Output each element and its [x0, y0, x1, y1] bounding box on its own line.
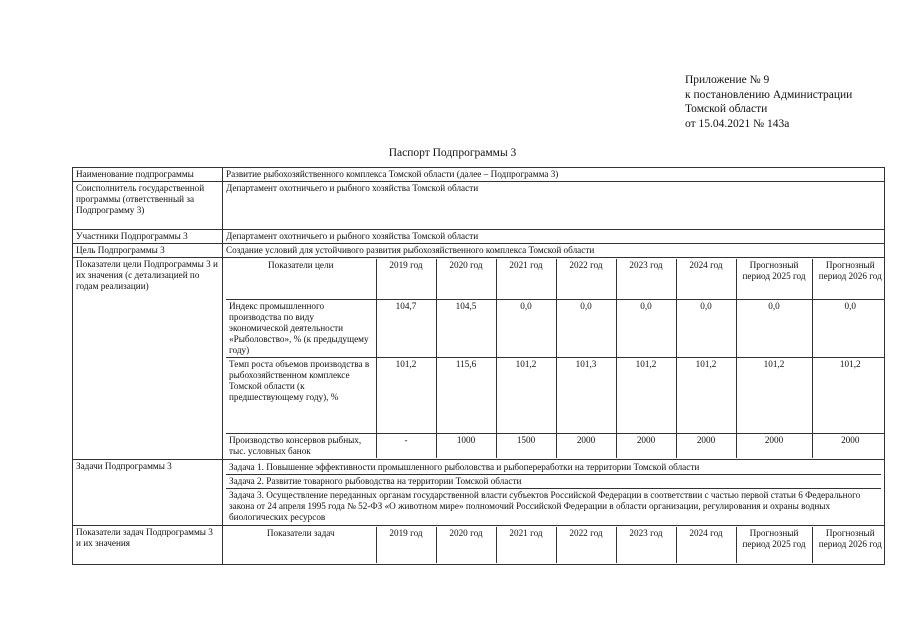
goal-header-cell: 2020 год — [436, 259, 496, 299]
indicator-value: 101,3 — [556, 357, 616, 433]
task-indicators-table — [226, 527, 885, 563]
row-task-indicators — [73, 525, 885, 564]
task-header-cell: 2020 год — [436, 527, 496, 563]
coexecutor-value: Департамент охотничьего и рыбного хозяйства Томской области — [223, 182, 885, 230]
indicator-value: 0,0 — [556, 299, 616, 357]
goal-label: Цель Подпрограммы 3 — [73, 244, 223, 258]
task-item: Задача 3. Осуществление переданных органам государственной власти субъектов Российской Федерации в соответствии с частью первой статьи 6 Федерального закона от 24 апреля 1995 года № 52-ФЗ «О животном мире» полномочий Российской Федерации в области организации, регулирования и охраны водных биологических ресурсов — [229, 489, 861, 522]
indicator-value: 101,2 — [616, 357, 676, 433]
participants-label: Участники Подпрограммы 3 — [73, 230, 223, 244]
indicator-value: 2000 — [736, 433, 812, 458]
indicator-value: 104,7 — [376, 299, 436, 357]
goal-indicators-label: Показатели цели Подпрограммы 3 и их значения (с детализацией по годам реализации) — [73, 258, 223, 460]
indicator-value: 101,2 — [676, 357, 736, 433]
appendix-block — [685, 73, 852, 131]
name-value: Развитие рыбохозяйственного комплекса Томской области (далее – Подпрограмма 3) — [223, 168, 885, 182]
indicator-name: Индекс промышленного производства по виду экономической деятельности «Рыболовство», % (к предыдущему году) — [226, 299, 376, 357]
task-header-cell: Прогнозный период 2026 год — [812, 527, 885, 563]
passport-table — [72, 167, 884, 565]
row-name — [73, 168, 885, 182]
indicator-value: 0,0 — [676, 299, 736, 357]
name-label: Наименование подпрограммы — [73, 168, 223, 182]
task-indicators-label: Показатели задач Подпрограммы 3 и их значения — [73, 525, 223, 564]
goal-header-cell: Прогнозный период 2025 год — [736, 259, 812, 299]
goal-header-cell: 2024 год — [676, 259, 736, 299]
coexecutor-label: Соисполнитель государственной программы (ответственный за Подпрограмму 3) — [73, 182, 223, 230]
indicator-name: Темп роста объемов производства в рыбохозяйственном комплексе Томской области (к предшествующему году), % — [226, 357, 376, 433]
goal-header-row — [226, 259, 885, 299]
goal-header-cell: Показатели цели — [226, 259, 376, 299]
row-goal — [73, 244, 885, 258]
goal-value: Создание условий для устойчивого развития рыбохозяйственного комплекса Томской области — [223, 244, 885, 258]
indicator-value: 101,2 — [736, 357, 812, 433]
task-header-row — [226, 527, 885, 563]
goal-indicator-row — [226, 357, 885, 433]
goal-header-cell: 2022 год — [556, 259, 616, 299]
row-goal-indicators — [73, 258, 885, 460]
goal-header-cell: 2021 год — [496, 259, 556, 299]
indicator-value: 2000 — [812, 433, 885, 458]
task-indicators-cell — [223, 525, 885, 564]
task-item: Задача 2. Развитие товарного рыбоводства на территории Томской области — [226, 475, 881, 489]
document-title: Паспорт Подпрограммы 3 — [388, 147, 517, 159]
indicator-value: 2000 — [556, 433, 616, 458]
task-header-cell: 2023 год — [616, 527, 676, 563]
indicator-value: 101,2 — [812, 357, 885, 433]
tasks-label: Задачи Подпрограммы 3 — [73, 459, 223, 525]
indicator-value: - — [376, 433, 436, 458]
indicator-name: Производство консервов рыбных, тыс. условных банок — [226, 433, 376, 458]
goal-header-cell: 2019 год — [376, 259, 436, 299]
goal-indicators-cell — [223, 258, 885, 460]
row-tasks — [73, 459, 885, 525]
indicator-value: 104,5 — [436, 299, 496, 357]
indicator-value: 0,0 — [812, 299, 885, 357]
task-header-cell: 2024 год — [676, 527, 736, 563]
goal-header-cell: Прогнозный период 2026 год — [812, 259, 885, 299]
appendix-line-1: Приложение № 9 — [685, 74, 770, 86]
row-participants — [73, 230, 885, 244]
task-header-cell: 2021 год — [496, 527, 556, 563]
indicator-value: 2000 — [616, 433, 676, 458]
indicator-value: 0,0 — [616, 299, 676, 357]
indicator-value: 101,2 — [376, 357, 436, 433]
task-header-cell: Показатели задач — [226, 527, 376, 563]
appendix-line-3: Томской области — [685, 103, 768, 115]
indicator-value: 1500 — [496, 433, 556, 458]
goal-header-cell: 2023 год — [616, 259, 676, 299]
indicator-value: 115,6 — [436, 357, 496, 433]
row-coexecutor — [73, 182, 885, 230]
task-item: Задача 1. Повышение эффективности промышленного рыболовства и рыбопереработки на территории Томской области — [226, 461, 881, 475]
task-header-cell: 2022 год — [556, 527, 616, 563]
task-header-cell: 2019 год — [376, 527, 436, 563]
participants-value: Департамент охотничьего и рыбного хозяйства Томской области — [223, 230, 885, 244]
appendix-line-4: от 15.04.2021 № 143а — [685, 117, 790, 130]
indicator-value: 1000 — [436, 433, 496, 458]
indicator-value: 101,2 — [496, 357, 556, 433]
indicator-value: 2000 — [676, 433, 736, 458]
goal-indicator-row — [226, 433, 885, 458]
task-header-cell: Прогнозный период 2025 год — [736, 527, 812, 563]
goal-indicator-row — [226, 299, 885, 357]
goal-indicators-table — [226, 259, 885, 458]
indicator-value: 0,0 — [496, 299, 556, 357]
indicator-value: 0,0 — [736, 299, 812, 357]
appendix-line-2: к постановлению Администрации — [685, 88, 853, 101]
tasks-cell — [223, 459, 885, 525]
